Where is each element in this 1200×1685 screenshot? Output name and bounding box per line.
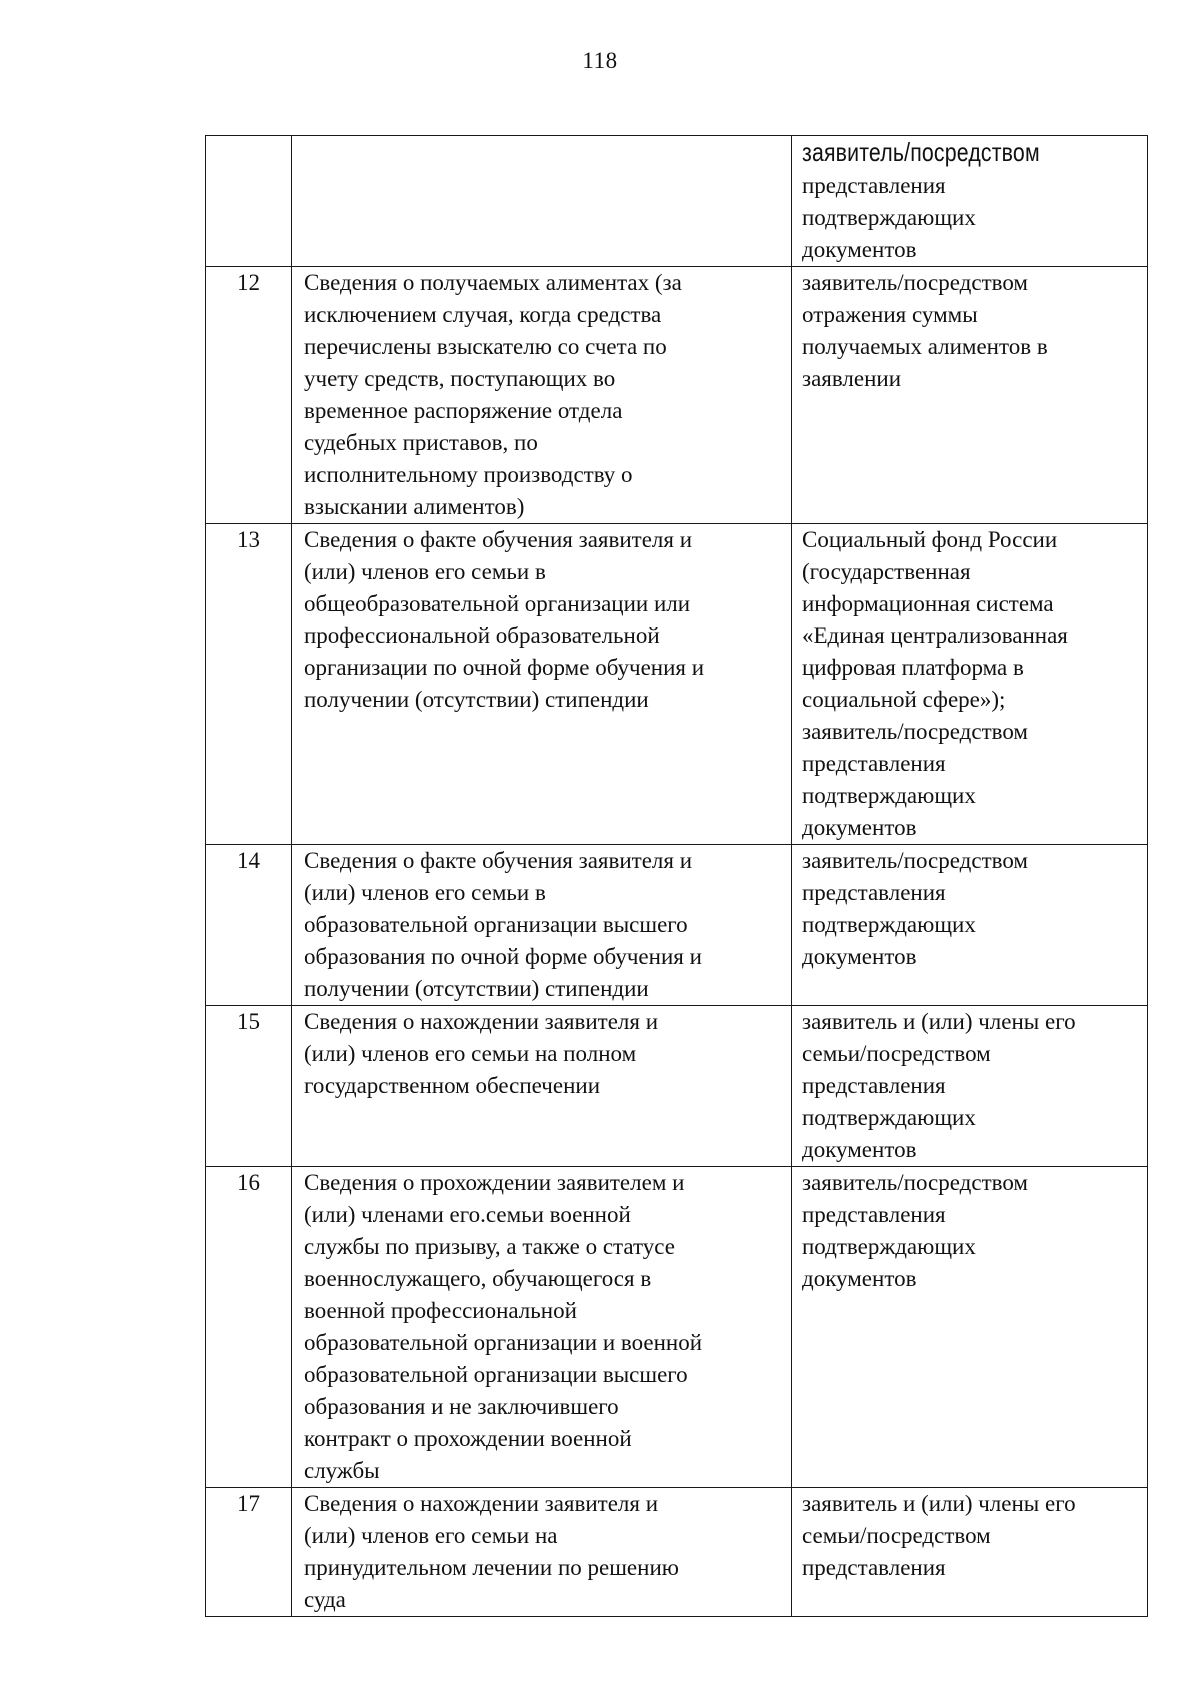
row-number: 12 [206,267,292,524]
info-source: заявитель и (или) члены его семьи/посредством представления [792,1488,1148,1617]
info-description: Сведения о нахождении заявителя и (или) членов его семьи на полном государственном обеспечении [292,1006,792,1167]
table-row [206,1006,1148,1167]
info-source: заявитель/посредством представления подтверждающих документов [792,136,1148,267]
info-source: заявитель/посредством отражения суммы получаемых алиментов в заявлении [792,267,1148,524]
table-row [206,267,1148,524]
info-description: Сведения о получаемых алиментах (за исключением случая, когда средства перечислены взыскателю со счета по учету средств, поступающих во временное распоряжение отдела судебных приставов, по исполнительному производству о взыскании алиментов) [292,267,792,524]
row-number: 15 [206,1006,292,1167]
table-row [206,1167,1148,1488]
info-description [292,136,792,267]
info-description: Сведения о нахождении заявителя и (или) членов его семьи на принудительном лечении по решению суда [292,1488,792,1617]
info-source-first-line: заявитель/посредством [802,137,1040,167]
page-number: 118 [582,48,618,73]
info-description: Сведения о прохождении заявителем и (или) членами его.семьи военной службы по призыву, а также о статусе военнослужащего, обучающегося в военной профессиональной образовательной организации и военной образовательной организации высшего образования и не заключившего контракт о прохождении военной службы [292,1167,792,1488]
table-row [206,845,1148,1006]
info-source: заявитель и (или) члены его семьи/посредством представления подтверждающих документов [792,1006,1148,1167]
row-number: 13 [206,524,292,845]
row-number: 14 [206,845,292,1006]
table-row [206,1488,1148,1617]
info-description: Сведения о факте обучения заявителя и (или) членов его семьи в образовательной организации высшего образования по очной форме обучения и получении (отсутствии) стипендии [292,845,792,1006]
table-row [206,136,1148,267]
table-row [206,524,1148,845]
info-source: заявитель/посредством представления подтверждающих документов [792,845,1148,1006]
info-source: заявитель/посредством представления подтверждающих документов [792,1167,1148,1488]
info-source: Социальный фонд России (государственная информационная система «Единая централизованная цифровая платформа в социальной сфере»); заявитель/посредством представления подтверждающих документов [792,524,1148,845]
row-number: 17 [206,1488,292,1617]
document-table [205,135,1148,1617]
info-description: Сведения о факте обучения заявителя и (или) членов его семьи в общеобразовательной организации или профессиональной образовательной организации по очной форме обучения и получении (отсутствии) стипендии [292,524,792,845]
row-number: 16 [206,1167,292,1488]
row-number [206,136,292,267]
